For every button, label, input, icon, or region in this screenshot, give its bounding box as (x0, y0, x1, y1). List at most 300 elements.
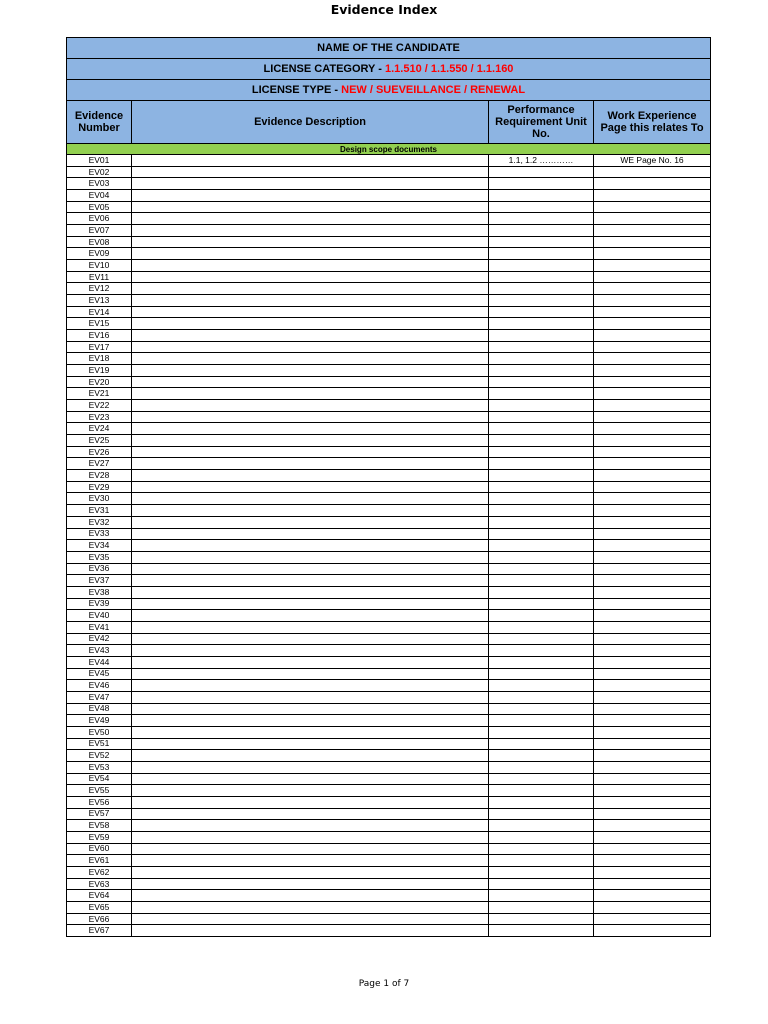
performance-unit-cell[interactable] (489, 680, 594, 692)
performance-unit-cell[interactable] (489, 785, 594, 797)
evidence-number-cell: EV41 (67, 622, 132, 634)
table-row (67, 669, 711, 681)
evidence-description-cell[interactable] (132, 575, 489, 587)
table-row (67, 914, 711, 926)
evidence-number-cell: EV24 (67, 423, 132, 435)
license-category-cell (67, 59, 711, 80)
evidence-description-cell[interactable] (132, 925, 489, 937)
work-experience-page-cell[interactable] (594, 564, 711, 576)
evidence-description-cell[interactable] (132, 400, 489, 412)
table-row (67, 925, 711, 937)
evidence-description-cell[interactable] (132, 634, 489, 646)
evidence-description-cell[interactable] (132, 844, 489, 856)
work-experience-page-cell[interactable] (594, 248, 711, 260)
evidence-number-cell: EV35 (67, 552, 132, 564)
table-row (67, 377, 711, 389)
evidence-number-cell: EV61 (67, 855, 132, 867)
evidence-description-cell[interactable] (132, 412, 489, 424)
evidence-number-cell: EV37 (67, 575, 132, 587)
evidence-description-cell[interactable] (132, 610, 489, 622)
table-row (67, 575, 711, 587)
work-experience-page-cell[interactable] (594, 225, 711, 237)
table-row (67, 704, 711, 716)
evidence-description-cell[interactable] (132, 914, 489, 926)
performance-unit-cell[interactable] (489, 248, 594, 260)
performance-unit-cell[interactable] (489, 704, 594, 716)
table-row (67, 342, 711, 354)
work-experience-page-cell[interactable] (594, 458, 711, 470)
table-row (67, 540, 711, 552)
performance-unit-cell[interactable] (489, 447, 594, 459)
evidence-description-cell[interactable] (132, 388, 489, 400)
work-experience-page-cell[interactable] (594, 727, 711, 739)
license-type-cell (67, 80, 711, 101)
evidence-description-cell[interactable] (132, 178, 489, 190)
table-row (67, 458, 711, 470)
evidence-description-cell[interactable] (132, 505, 489, 517)
table-row (67, 155, 711, 167)
table-row (67, 248, 711, 260)
work-experience-page-cell[interactable] (594, 400, 711, 412)
evidence-number-cell: EV33 (67, 529, 132, 541)
performance-unit-cell[interactable] (489, 517, 594, 529)
evidence-number-cell: EV44 (67, 657, 132, 669)
performance-unit-cell[interactable] (489, 774, 594, 786)
performance-unit-cell[interactable] (489, 307, 594, 319)
table-row (67, 890, 711, 902)
license-type-value: NEW / SUEVEILLANCE / RENEWAL (341, 84, 526, 96)
performance-unit-cell[interactable] (489, 190, 594, 202)
work-experience-page-cell[interactable] (594, 295, 711, 307)
table-row (67, 599, 711, 611)
performance-unit-cell[interactable] (489, 587, 594, 599)
section-header: Design scope documents (67, 144, 711, 155)
performance-unit-cell[interactable] (489, 423, 594, 435)
performance-unit-cell[interactable] (489, 330, 594, 342)
evidence-description-cell[interactable] (132, 832, 489, 844)
work-experience-page-cell[interactable] (594, 202, 711, 214)
evidence-description-cell[interactable] (132, 867, 489, 879)
work-experience-page-cell[interactable] (594, 750, 711, 762)
evidence-description-cell[interactable] (132, 809, 489, 821)
evidence-number-cell: EV66 (67, 914, 132, 926)
table-row (67, 680, 711, 692)
evidence-description-cell[interactable] (132, 855, 489, 867)
work-experience-page-cell[interactable] (594, 283, 711, 295)
evidence-number-cell: EV22 (67, 400, 132, 412)
table-row (67, 400, 711, 412)
performance-unit-cell[interactable] (489, 692, 594, 704)
table-row (67, 295, 711, 307)
performance-unit-cell[interactable] (489, 388, 594, 400)
evidence-description-cell[interactable] (132, 482, 489, 494)
table-row (67, 388, 711, 400)
performance-unit-cell[interactable] (489, 622, 594, 634)
evidence-number-cell: EV27 (67, 458, 132, 470)
table-row (67, 739, 711, 751)
evidence-description-cell[interactable] (132, 295, 489, 307)
evidence-number-cell: EV48 (67, 704, 132, 716)
evidence-number-cell: EV02 (67, 167, 132, 179)
work-experience-page-cell[interactable] (594, 167, 711, 179)
evidence-description-cell[interactable] (132, 470, 489, 482)
performance-unit-cell[interactable] (489, 575, 594, 587)
evidence-number-cell: EV50 (67, 727, 132, 739)
evidence-number-cell: EV10 (67, 260, 132, 272)
evidence-description-cell[interactable] (132, 785, 489, 797)
table-row (67, 622, 711, 634)
work-experience-page-cell[interactable] (594, 657, 711, 669)
performance-unit-cell[interactable] (489, 377, 594, 389)
performance-unit-cell[interactable] (489, 178, 594, 190)
work-experience-page-cell[interactable] (594, 914, 711, 926)
work-experience-page-cell[interactable] (594, 820, 711, 832)
work-experience-page-cell[interactable] (594, 645, 711, 657)
evidence-description-cell[interactable] (132, 260, 489, 272)
work-experience-page-cell[interactable] (594, 809, 711, 821)
work-experience-page-cell[interactable] (594, 925, 711, 937)
performance-unit-cell[interactable] (489, 353, 594, 365)
evidence-description-cell[interactable] (132, 342, 489, 354)
evidence-description-cell[interactable] (132, 797, 489, 809)
performance-unit-cell[interactable] (489, 599, 594, 611)
work-experience-page-cell[interactable] (594, 890, 711, 902)
performance-unit-cell[interactable] (489, 342, 594, 354)
performance-unit-cell[interactable] (489, 844, 594, 856)
table-row (67, 855, 711, 867)
evidence-description-cell[interactable] (132, 318, 489, 330)
evidence-description-cell[interactable] (132, 225, 489, 237)
work-experience-page-cell[interactable] (594, 237, 711, 249)
work-experience-page-cell[interactable] (594, 622, 711, 634)
evidence-number-cell: EV42 (67, 634, 132, 646)
work-experience-page-cell[interactable] (594, 447, 711, 459)
performance-unit-cell[interactable] (489, 505, 594, 517)
candidate-name-row (67, 38, 711, 59)
work-experience-page-cell[interactable] (594, 879, 711, 891)
evidence-description-cell[interactable] (132, 458, 489, 470)
table-row (67, 272, 711, 284)
table-row (67, 260, 711, 272)
evidence-description-cell[interactable] (132, 540, 489, 552)
table-row (67, 587, 711, 599)
evidence-number-cell: EV26 (67, 447, 132, 459)
table-row (67, 797, 711, 809)
work-experience-page-cell[interactable] (594, 669, 711, 681)
evidence-description-cell[interactable] (132, 645, 489, 657)
performance-unit-cell[interactable] (489, 237, 594, 249)
evidence-number-cell: EV18 (67, 353, 132, 365)
document-title: Evidence Index (330, 2, 438, 17)
work-experience-page-cell[interactable] (594, 435, 711, 447)
work-experience-page-cell[interactable] (594, 704, 711, 716)
performance-unit-cell[interactable] (489, 645, 594, 657)
performance-unit-cell[interactable] (489, 283, 594, 295)
table-row (67, 692, 711, 704)
performance-unit-cell[interactable] (489, 610, 594, 622)
work-experience-page-cell[interactable] (594, 190, 711, 202)
evidence-description-cell[interactable] (132, 669, 489, 681)
performance-unit-cell[interactable] (489, 213, 594, 225)
performance-unit-cell[interactable] (489, 225, 594, 237)
performance-unit-cell[interactable] (489, 540, 594, 552)
work-experience-page-cell[interactable] (594, 365, 711, 377)
evidence-number-header: Evidence Number (67, 101, 132, 144)
evidence-number-cell: EV49 (67, 715, 132, 727)
work-experience-page-cell[interactable] (594, 797, 711, 809)
performance-unit-cell[interactable] (489, 435, 594, 447)
evidence-number-cell: EV55 (67, 785, 132, 797)
work-experience-page-cell[interactable] (594, 178, 711, 190)
work-experience-page-cell[interactable] (594, 307, 711, 319)
evidence-number-cell: EV08 (67, 237, 132, 249)
evidence-description-cell[interactable] (132, 155, 489, 167)
table-row (67, 867, 711, 879)
evidence-description-cell[interactable] (132, 820, 489, 832)
evidence-description-cell[interactable] (132, 248, 489, 260)
table-row (67, 505, 711, 517)
performance-unit-cell[interactable] (489, 458, 594, 470)
evidence-description-cell[interactable] (132, 727, 489, 739)
work-experience-page-cell[interactable] (594, 353, 711, 365)
table-row (67, 564, 711, 576)
evidence-description-cell[interactable] (132, 552, 489, 564)
performance-unit-cell[interactable] (489, 925, 594, 937)
table-row (67, 318, 711, 330)
performance-unit-cell[interactable] (489, 202, 594, 214)
evidence-description-cell[interactable] (132, 704, 489, 716)
evidence-description-cell[interactable] (132, 330, 489, 342)
work-experience-page-cell[interactable] (594, 388, 711, 400)
evidence-description-cell[interactable] (132, 447, 489, 459)
performance-unit-cell[interactable] (489, 260, 594, 272)
table-row (67, 517, 711, 529)
table-row (67, 412, 711, 424)
performance-unit-cell[interactable] (489, 739, 594, 751)
table-row (67, 727, 711, 739)
evidence-description-cell[interactable] (132, 599, 489, 611)
work-experience-page-cell[interactable] (594, 844, 711, 856)
work-experience-page-cell[interactable] (594, 517, 711, 529)
evidence-description-cell[interactable] (132, 423, 489, 435)
evidence-number-cell: EV16 (67, 330, 132, 342)
work-experience-page-cell[interactable] (594, 482, 711, 494)
work-experience-page-cell[interactable]: WE Page No. 16 (594, 155, 711, 167)
performance-unit-cell[interactable] (489, 902, 594, 914)
evidence-description-cell[interactable] (132, 517, 489, 529)
performance-unit-cell[interactable] (489, 669, 594, 681)
table-row (67, 762, 711, 774)
table-row (67, 423, 711, 435)
performance-unit-cell[interactable] (489, 412, 594, 424)
work-experience-page-cell[interactable] (594, 610, 711, 622)
work-experience-page-cell[interactable] (594, 785, 711, 797)
column-header-row (67, 101, 711, 144)
table-row (67, 470, 711, 482)
work-experience-page-cell[interactable] (594, 493, 711, 505)
work-experience-page-cell[interactable] (594, 739, 711, 751)
evidence-description-cell[interactable] (132, 890, 489, 902)
evidence-number-cell: EV46 (67, 680, 132, 692)
evidence-number-cell: EV39 (67, 599, 132, 611)
work-experience-page-cell[interactable] (594, 599, 711, 611)
work-experience-page-cell[interactable] (594, 330, 711, 342)
evidence-number-cell: EV28 (67, 470, 132, 482)
work-experience-page-cell[interactable] (594, 318, 711, 330)
evidence-description-cell[interactable] (132, 213, 489, 225)
work-experience-page-cell[interactable] (594, 470, 711, 482)
work-experience-page-cell[interactable] (594, 213, 711, 225)
evidence-description-cell[interactable] (132, 564, 489, 576)
evidence-number-cell: EV59 (67, 832, 132, 844)
evidence-number-cell: EV43 (67, 645, 132, 657)
table-row (67, 237, 711, 249)
evidence-description-cell[interactable] (132, 902, 489, 914)
performance-unit-cell[interactable] (489, 867, 594, 879)
evidence-number-cell: EV13 (67, 295, 132, 307)
work-experience-page-cell[interactable] (594, 575, 711, 587)
work-experience-page-cell[interactable] (594, 423, 711, 435)
table-row (67, 482, 711, 494)
performance-unit-cell[interactable] (489, 750, 594, 762)
performance-unit-cell[interactable] (489, 657, 594, 669)
evidence-description-cell[interactable] (132, 272, 489, 284)
evidence-number-cell: EV45 (67, 669, 132, 681)
evidence-rows (67, 155, 711, 937)
work-experience-page-cell[interactable] (594, 529, 711, 541)
performance-unit-cell[interactable] (489, 914, 594, 926)
performance-unit-cell[interactable] (489, 552, 594, 564)
performance-unit-cell[interactable] (489, 564, 594, 576)
evidence-number-cell: EV52 (67, 750, 132, 762)
performance-unit-cell[interactable] (489, 470, 594, 482)
performance-unit-cell[interactable] (489, 400, 594, 412)
work-experience-page-cell[interactable] (594, 902, 711, 914)
performance-unit-cell[interactable] (489, 634, 594, 646)
evidence-description-cell[interactable] (132, 377, 489, 389)
evidence-number-cell: EV51 (67, 739, 132, 751)
evidence-description-cell[interactable] (132, 167, 489, 179)
evidence-description-cell[interactable] (132, 202, 489, 214)
work-experience-page-cell[interactable] (594, 412, 711, 424)
evidence-number-cell: EV57 (67, 809, 132, 821)
evidence-description-cell[interactable] (132, 622, 489, 634)
performance-unit-cell[interactable] (489, 272, 594, 284)
evidence-number-cell: EV21 (67, 388, 132, 400)
table-row (67, 435, 711, 447)
license-type-label: LICENSE TYPE - (251, 84, 339, 96)
work-experience-page-cell[interactable] (594, 692, 711, 704)
table-row (67, 832, 711, 844)
evidence-description-cell[interactable] (132, 529, 489, 541)
performance-unit-cell[interactable] (489, 318, 594, 330)
work-experience-page-cell[interactable] (594, 552, 711, 564)
work-experience-page-cell[interactable] (594, 260, 711, 272)
work-experience-page-cell[interactable] (594, 272, 711, 284)
performance-unit-cell[interactable] (489, 890, 594, 902)
performance-unit-cell[interactable] (489, 820, 594, 832)
evidence-description-cell[interactable] (132, 762, 489, 774)
work-experience-page-cell[interactable] (594, 762, 711, 774)
performance-unit-cell[interactable] (489, 167, 594, 179)
evidence-number-cell: EV11 (67, 272, 132, 284)
evidence-number-cell: EV65 (67, 902, 132, 914)
performance-unit-cell[interactable] (489, 295, 594, 307)
evidence-description-cell[interactable] (132, 715, 489, 727)
work-experience-page-cell[interactable] (594, 774, 711, 786)
evidence-number-cell: EV17 (67, 342, 132, 354)
evidence-description-cell[interactable] (132, 750, 489, 762)
table-row (67, 844, 711, 856)
evidence-description-cell[interactable] (132, 283, 489, 295)
evidence-description-cell[interactable] (132, 680, 489, 692)
performance-unit-cell[interactable] (489, 809, 594, 821)
evidence-description-cell[interactable] (132, 879, 489, 891)
work-experience-page-cell[interactable] (594, 867, 711, 879)
work-experience-page-cell[interactable] (594, 634, 711, 646)
work-experience-header: Work Experience Page this relates To (594, 101, 711, 144)
work-experience-page-cell[interactable] (594, 587, 711, 599)
evidence-description-cell[interactable] (132, 237, 489, 249)
table-row (67, 202, 711, 214)
evidence-description-cell[interactable] (132, 692, 489, 704)
evidence-description-cell[interactable] (132, 739, 489, 751)
performance-unit-cell[interactable] (489, 482, 594, 494)
work-experience-page-cell[interactable] (594, 505, 711, 517)
table-row (67, 493, 711, 505)
performance-unit-cell[interactable] (489, 365, 594, 377)
performance-unit-cell[interactable] (489, 832, 594, 844)
evidence-description-cell[interactable] (132, 353, 489, 365)
performance-unit-cell[interactable] (489, 529, 594, 541)
performance-unit-cell[interactable] (489, 727, 594, 739)
performance-unit-cell[interactable]: 1.1, 1.2 ………… (489, 155, 594, 167)
evidence-description-cell[interactable] (132, 587, 489, 599)
work-experience-page-cell[interactable] (594, 680, 711, 692)
evidence-description-cell[interactable] (132, 435, 489, 447)
work-experience-page-cell[interactable] (594, 377, 711, 389)
evidence-description-cell[interactable] (132, 493, 489, 505)
table-row (67, 552, 711, 564)
evidence-number-cell: EV03 (67, 178, 132, 190)
evidence-description-cell[interactable] (132, 774, 489, 786)
work-experience-page-cell[interactable] (594, 540, 711, 552)
table-row (67, 750, 711, 762)
performance-unit-cell[interactable] (489, 797, 594, 809)
evidence-description-cell[interactable] (132, 657, 489, 669)
evidence-number-cell: EV67 (67, 925, 132, 937)
performance-unit-cell[interactable] (489, 879, 594, 891)
work-experience-page-cell[interactable] (594, 832, 711, 844)
table-row (67, 879, 711, 891)
performance-unit-cell[interactable] (489, 493, 594, 505)
performance-unit-cell[interactable] (489, 715, 594, 727)
evidence-description-cell[interactable] (132, 365, 489, 377)
evidence-description-cell[interactable] (132, 190, 489, 202)
evidence-number-cell: EV19 (67, 365, 132, 377)
performance-unit-cell[interactable] (489, 762, 594, 774)
work-experience-page-cell[interactable] (594, 855, 711, 867)
table-row (67, 167, 711, 179)
work-experience-page-cell[interactable] (594, 715, 711, 727)
table-row (67, 330, 711, 342)
work-experience-page-cell[interactable] (594, 342, 711, 354)
evidence-description-cell[interactable] (132, 307, 489, 319)
evidence-description-header: Evidence Description (132, 101, 489, 144)
table-row (67, 774, 711, 786)
table-row (67, 213, 711, 225)
performance-unit-cell[interactable] (489, 855, 594, 867)
